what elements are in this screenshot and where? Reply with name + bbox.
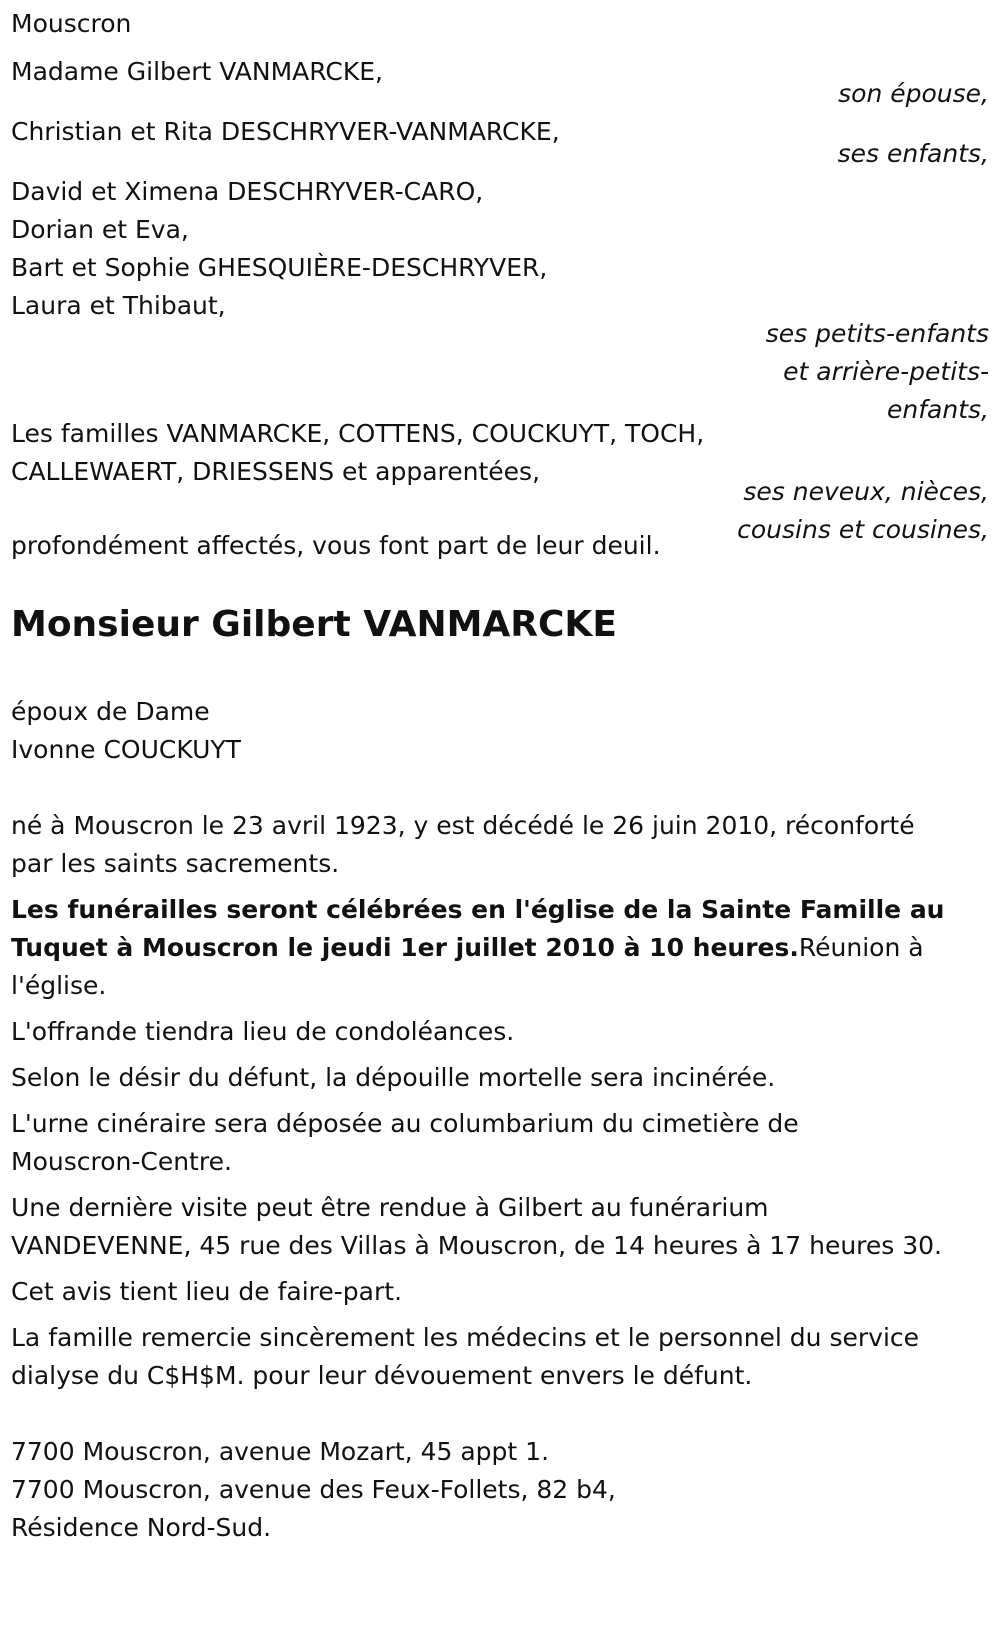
spouse-name: Madame Gilbert VANMARCKE, [11,57,383,86]
spouse-role: son épouse, [838,79,989,108]
offering-paragraph: L'offrande tiendra lieu de condoléances. [11,1017,515,1046]
relatives-role-line: cousins et cousines, [737,515,989,544]
funeral-rest-line: l'église. [11,971,107,1000]
grandchildren-role [766,315,989,429]
deceased-title: Monsieur Gilbert VANMARCKE [11,604,617,645]
urn-line: L'urne cinéraire sera déposée au columbarium du cimetière de [11,1109,799,1138]
spouse-info-line: Ivonne COUCKUYT [11,735,241,764]
spouse-info-line: époux de Dame [11,697,210,726]
thanks-paragraph [11,1319,989,1395]
grandchild-line: Laura et Thibaut, [11,291,226,320]
children-row [11,105,989,168]
relatives-line: Les familles VANMARCKE, COTTENS, COUCKUYT, TOCH, [11,419,705,448]
address-line: 7700 Mouscron, avenue Mozart, 45 appt 1. [11,1437,550,1466]
children-role: ses enfants, [837,139,989,168]
grandchild-line: David et Ximena DESCHRYVER-CARO, [11,177,484,206]
city-heading: Mouscron [11,9,132,38]
visit-paragraph [11,1189,989,1265]
relatives-role [737,473,989,549]
children-name: Christian et Rita DESCHRYVER-VANMARCKE, [11,117,560,146]
funeral-rest-text: Réunion à [798,933,924,962]
relatives-list [11,415,704,491]
visit-line: Une dernière visite peut être rendue à Gilbert au funérarium [11,1193,769,1222]
funeral-bold-line: Tuquet à Mouscron le jeudi 1er juillet 2010 à 10 heures. [11,933,799,962]
obituary-notice [11,5,989,1547]
notice-paragraph: Cet avis tient lieu de faire-part. [11,1277,403,1306]
relatives-line: CALLEWAERT, DRIESSENS et apparentées, [11,457,541,486]
cremation-paragraph: Selon le désir du défunt, la dépouille mortelle sera incinérée. [11,1063,776,1092]
grandchild-line: Bart et Sophie GHESQUIÈRE-DESCHRYVER, [11,253,548,282]
spouse-row [11,45,989,108]
relatives-row [11,415,989,572]
urn-line: Mouscron-Centre. [11,1147,232,1176]
grandchildren-row [11,165,989,424]
grandchildren-role-line: et arrière-petits- [783,357,989,386]
grandchild-line: Dorian et Eva, [11,215,189,244]
funeral-bold-line: Les funérailles seront célébrées en l'église de la Sainte Famille au [11,895,945,924]
urn-paragraph [11,1105,989,1181]
closing-line: profondément affectés, vous font part de leur deuil. [11,531,661,560]
address-line: Résidence Nord-Sud. [11,1513,272,1542]
thanks-line: dialyse du C$H$M. pour leur dévouement envers le défunt. [11,1361,753,1390]
birth-line: par les saints sacrements. [11,849,340,878]
visit-line: VANDEVENNE, 45 rue des Villas à Mouscron, de 14 heures à 17 heures 30. [11,1231,943,1260]
grandchildren-role-line: enfants, [887,395,989,424]
thanks-line: La famille remercie sincèrement les médecins et le personnel du service [11,1323,920,1352]
spouse-info [11,693,989,769]
birth-line: né à Mouscron le 23 avril 1923, y est décédé le 26 juin 2010, réconforté [11,811,915,840]
grandchildren-list [11,173,547,325]
birth-paragraph [11,807,989,883]
grandchildren-role-line: ses petits-enfants [765,319,989,348]
address-line: 7700 Mouscron, avenue des Feux-Follets, 82 b4, [11,1475,616,1504]
addresses [11,1433,989,1547]
relatives-role-line: ses neveux, nièces, [743,477,989,506]
funeral-paragraph [11,891,989,1005]
